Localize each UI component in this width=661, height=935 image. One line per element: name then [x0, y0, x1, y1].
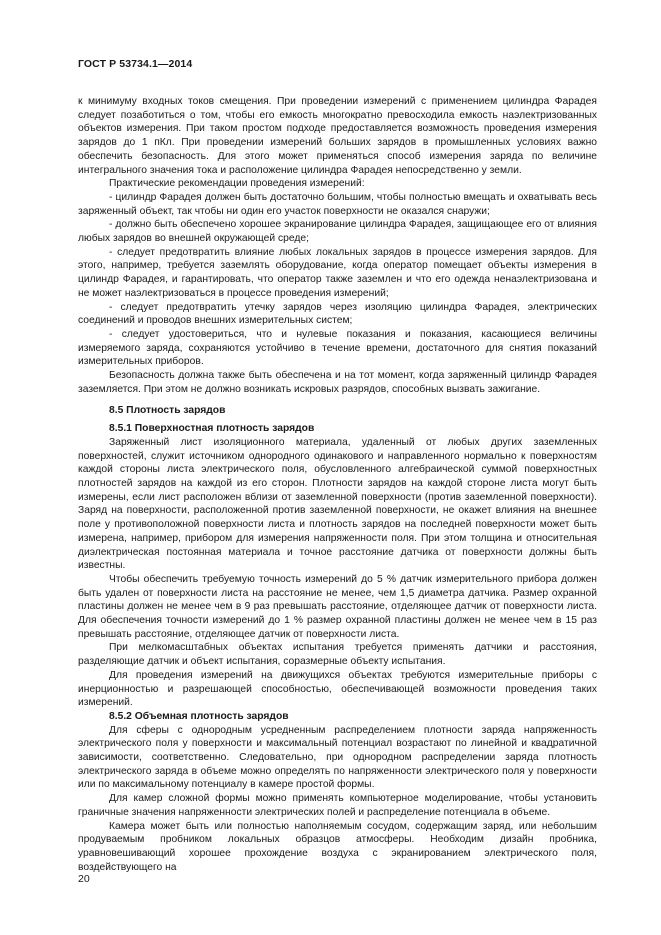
document-header: ГОСТ Р 53734.1—2014 — [78, 58, 193, 70]
page-body — [78, 95, 597, 874]
paragraph-continuation: к минимуму входных токов смещения. При проведении измерений с применением цилиндра Фарадея следует позаботиться о том, чтобы его емкость многократно превосходила емкость наэлектризованных объектов измерения. При таком простом подходе предоставляется возможность проведения измерения зарядов до 1 пКл. При проведении измерений больших зарядов в промышленных условиях важно обеспечить безопасность. Для этого может применяться способ измерения заряда по величине интегрального значения тока и расположение цилиндра Фарадея непосредственно у земли. — [78, 96, 597, 176]
section-heading-8-5-1: 8.5.1 Поверхностная плотность зарядов — [109, 423, 315, 435]
paragraph-recommendations-intro: Практические рекомендации проведения измерений: — [109, 178, 365, 190]
paragraph: При мелкомасштабных объектах испытания требуется применять датчики и расстояния, разделяющие датчик и объект испытания, соразмерные объекту испытания. — [78, 642, 597, 668]
paragraph: Для сферы с однородным усредненным распределением плотности заряда напряженность электрического поля у поверхности и максимальный потенциал возрастают по линейной и квадратичной зависимости, соответственно. Следовательно, при однородном распределении заряда плотность электрического заряда в объеме можно определять по напряженности электрического поля у поверхности или по максимальному потенциалу в камере простой формы. — [78, 724, 597, 791]
paragraph: Для камер сложной формы можно применять компьютерное моделирование, чтобы установить граничные значения напряженности электрических полей и распределение потенциала в объеме. — [78, 793, 597, 818]
paragraph-safety: Безопасность должна также быть обеспечена и на тот момент, когда заряженный цилиндр Фарадея заземляется. При этом не должно возникать искровых разрядов, способных вызвать зажигание. — [78, 370, 597, 395]
paragraph: Заряженный лист изоляционного материала, удаленный от любых других заземленных поверхностей, служит источником однородного одинакового и направленного нормально к поверхностям каждой стороны листа электрического поля, обусловленного алгебраической суммой поверхностных плотностей зарядов на каждой из его сторон. Плотности зарядов на каждой стороне листа могут быть измерены, если лист расположен вблизи от заземленной поверхности (против заземленной поверхности). Заряд на поверхности, расположенной против заземленной поверхности, не окажет влияния на внешнее поле у противоположной поверхности листа и плотность зарядов на последней поверхности может быть измерена, например, прибором для измерения напряженности поля. При этом толщина и относительная диэлектрическая постоянная материала и точное расстояние датчика от поверхности должны быть известны. — [78, 436, 597, 572]
section-heading-8-5-2: 8.5.2 Объемная плотность зарядов — [109, 710, 289, 722]
page-number: 20 — [78, 873, 90, 885]
list-item: - цилиндр Фарадея должен быть достаточно большим, чтобы полностью вмещать и охватывать весь заряженный объект, так чтобы ни один его участок поверхности не оказался снаружи; — [78, 191, 597, 217]
list-item: - следует предотвратить влияние любых локальных зарядов в процессе измерения зарядов. Для этого, например, требуется заземлять оборудование, когда оператор помещает объекты измерения в цилиндр Фарадея, и гарантировать, что оператор также заземлен и что его одежда ненаэлектризована и не может наэлектризоваться в процессе проведения измерений; — [78, 246, 597, 299]
list-item: - следует удостовериться, что и нулевые показания и показания, касающиеся величины измеряемого заряда, сохраняются устойчиво в течение времени, достаточного для снятия показаний измерительных приборов. — [78, 328, 597, 368]
paragraph: Чтобы обеспечить требуемую точность измерений до 5 % датчик измерительного прибора должен быть удален от поверхности листа на расстояние не менее, чем 1,5 диаметра датчика. Размер охранной пластины должен не менее чем в 9 раз превышать расстояние, отделяющее датчик от поверхности листа. Для обеспечения точности измерений до 1 % размер охранной пластины должен не менее чем в 15 раз превышать расстояние, отделяющее датчик от поверхности листа. — [78, 573, 597, 640]
list-item: - следует предотвратить утечку зарядов через изоляцию цилиндра Фарадея, электрических соединений и проводов внешних измерительных систем; — [78, 301, 597, 327]
list-item: - должно быть обеспечено хорошее экранирование цилиндра Фарадея, защищающее его от влияния любых зарядов во внешней окружающей среде; — [78, 219, 597, 245]
paragraph: Камера может быть или полностью наполняемым сосудом, содержащим заряд, или небольшим продуваемым пробником локальных образцов атмосферы. Необходим дизайн пробника, уравновешивающий хорошее прохождение воздуха с экранированием электрического поля, воздействующего на — [78, 820, 597, 873]
paragraph: Для проведения измерений на движущихся объектах требуются измерительные приборы с инерционностью и разрешающей способностью, обеспечивающей возможности проведения таких измерений. — [78, 669, 597, 709]
section-heading-8-5: 8.5 Плотность зарядов — [109, 405, 226, 417]
